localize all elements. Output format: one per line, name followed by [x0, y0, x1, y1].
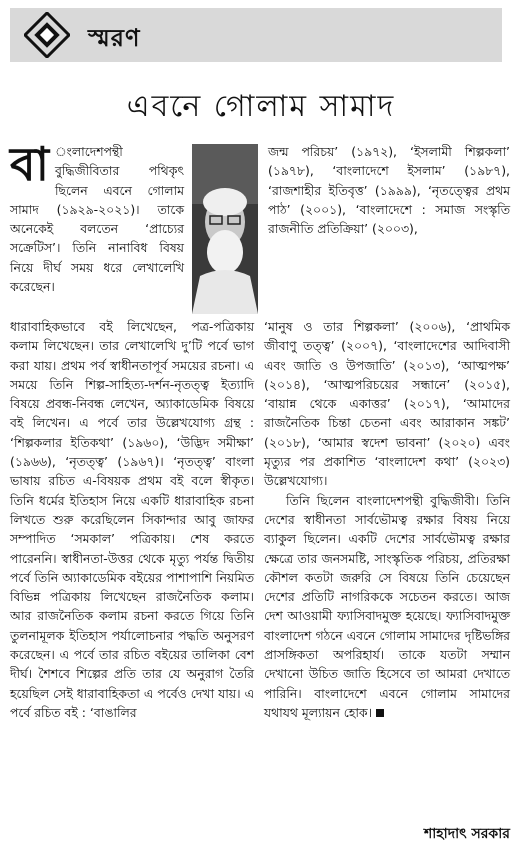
section-title: স্মরণ	[88, 24, 141, 52]
body-paragraph: তিনি ছিলেন বাংলাদেশপন্থী বুদ্ধিজীবী। তিনি দেশের স্বাধীনতা সার্বভৌমত্ব রক্ষার বিষয় নিয়ে ব্যাকুল ছিলেন। একটি দেশের সার্বভৌমত্ব রক্ষার ক্ষেত্রে তার জনসমষ্টি, সাংস্কৃতিক পরিচয়, প্রতিরক্ষা কৌশল কতটা জরুরি সে বিষয়ে তিনি চেয়েছেন দেশের প্রতিটি নাগরিককে সচেতন করতে। আজ দেশ আওয়ামী ফ্যাসিবাদমুক্ত হয়েছে। ফ্যাসিবাদমুক্ত বাংলাদেশ গঠনে এবনে গোলাম সামাদের দৃষ্টিভঙ্গির প্রাসঙ্গিকতা অপরিহার্য। তাকে যতটা সম্মান দেখানো উচিত জাতি হিসেবে তা আমরা দেখাতে পারিনি। বাংলাদেশে এবনে গোলাম সামাদের যথাযথ মূল্যায়ন হোক।	[264, 492, 510, 720]
portrait-photo	[192, 144, 258, 314]
diamond-square-logo	[24, 12, 70, 58]
article-column-right-top	[268, 142, 510, 238]
article-lead	[10, 137, 184, 296]
article-column-right	[264, 317, 510, 722]
body-paragraph: ‘মানুষ ও তার শিল্পকলা’ (২০০৬), ‘প্রাথমিক জীবাণু তত্ত্ব’ (২০০৭), ‘বাংলাদেশের আদিবাসী এবং জাতি ও উপজাতি’ (২০১৩), ‘আত্মপক্ষ’ (২০১৪), ‘আত্মপরিচয়ের সন্ধানে’ (২০১৫), ‘বায়ান্ন থেকে একাত্তর’ (২০১৭), ‘আমাদের রাজনৈতিক চিন্তা চেতনা এবং আরাকান সঙ্কট’ (২০১৮), ‘আমার স্বদেশ ভাবনা’ (২০২০) এবং মৃত্যুর পর প্রকাশিত ‘বাংলাদেশ কথা’ (২০২৩) উল্লেখযোগ্য।	[264, 319, 510, 489]
drop-cap: বা	[10, 137, 49, 191]
lead-text: ংলাদেশপন্থী বুদ্ধিজীবিতার পথিকৃৎ ছিলেন এবনে গোলাম সামাদ (১৯২৯-২০২১)। তাকে অনেকেই বলতেন ‘প্রাচ্যের সক্রেটিস’। তিনি নানাবিধ বিষয় নিয়ে দীর্ঘ সময় ধরে লেখালেখি করেছেন।	[10, 144, 184, 295]
article-headline: এবনে গোলাম সামাদ	[126, 89, 396, 124]
section-header-band	[10, 8, 502, 62]
article-column-left	[10, 317, 254, 722]
body-paragraph: ধারাবাহিকভাবে বই লিখেছেন, পত্র-পত্রিকায় কলাম লিখেছেন। তার লেখালেখি দু’টি পর্বে ভাগ করা যায়। প্রথম পর্ব স্বাধীনতাপূর্ব সময়ের রচনা। এ সময়ে তিনি শিল্প-সাহিত্য-দর্শন-নৃতত্ত্ব ইত্যাদি বিষয়ে প্রবন্ধ-নিবন্ধ লেখেন, অ্যাকাডেমিক বিষয়ে বই লিখেন। এ পর্বে তার উল্লেখযোগ্য গ্রন্থ : ‘শিল্পকলার ইতিকথা’ (১৯৬০), ‘উদ্ভিদ সমীক্ষা’ (১৯৬৬), ‘নৃতত্ত্ব’ (১৯৬৭)। ‘নৃতত্ত্ব’ বাংলা ভাষায় রচিত এ-বিষয়ক প্রথম বই বলে স্বীকৃত। তিনি ধর্মের ইতিহাস নিয়ে একটি ধারাবাহিক রচনা লিখতে শুরু করেছিলেন সিকান্দার আবু জাফর সম্পাদিত ‘সমকাল’ পত্রিকায়। শেষ করতে পারেননি। স্বাধীনতা-উত্তর থেকে মৃত্যু পর্যন্ত দ্বিতীয় পর্বে তিনি অ্যাকাডেমিক বইয়ের পাশাপাশি নিয়মিত বিভিন্ন পত্রিকায় লিখেছেন রাজনৈতিক কলাম। আর রাজনৈতিক কলাম রচনা করতে গিয়ে তিনি তুলনামূলক ইতিহাস পর্যালোচনার পদ্ধতি অনুসরণ করেছেন। এ পর্বে তার রচিত বইয়ের তালিকা বেশ দীর্ঘ। শৈশবে শিল্পের প্রতি তার যে অনুরাগ তৈরি হয়েছিল সেই ধারাবাহিকতা এ পর্বেও দেখা যায়। এ পর্বে রচিত বই : ‘বাঙালির	[10, 319, 254, 720]
end-mark	[376, 709, 384, 717]
author-byline: শাহাদাৎ সরকার	[423, 826, 510, 842]
body-paragraph: জন্ম পরিচয়’ (১৯৭২), ‘ইসলামী শিল্পকলা’ (১৯৭৮), ‘বাংলাদেশে ইসলাম’ (১৯৮৭), ‘রাজশাহীর ইতিবৃত্ত’ (১৯৯৯), ‘নৃতত্ত্বের প্রথম পাঠ’ (২০০১), ‘বাংলাদেশে : সমাজ সংস্কৃতি রাজনীতি প্রতিক্রিয়া’ (২০০৩),	[268, 144, 510, 237]
